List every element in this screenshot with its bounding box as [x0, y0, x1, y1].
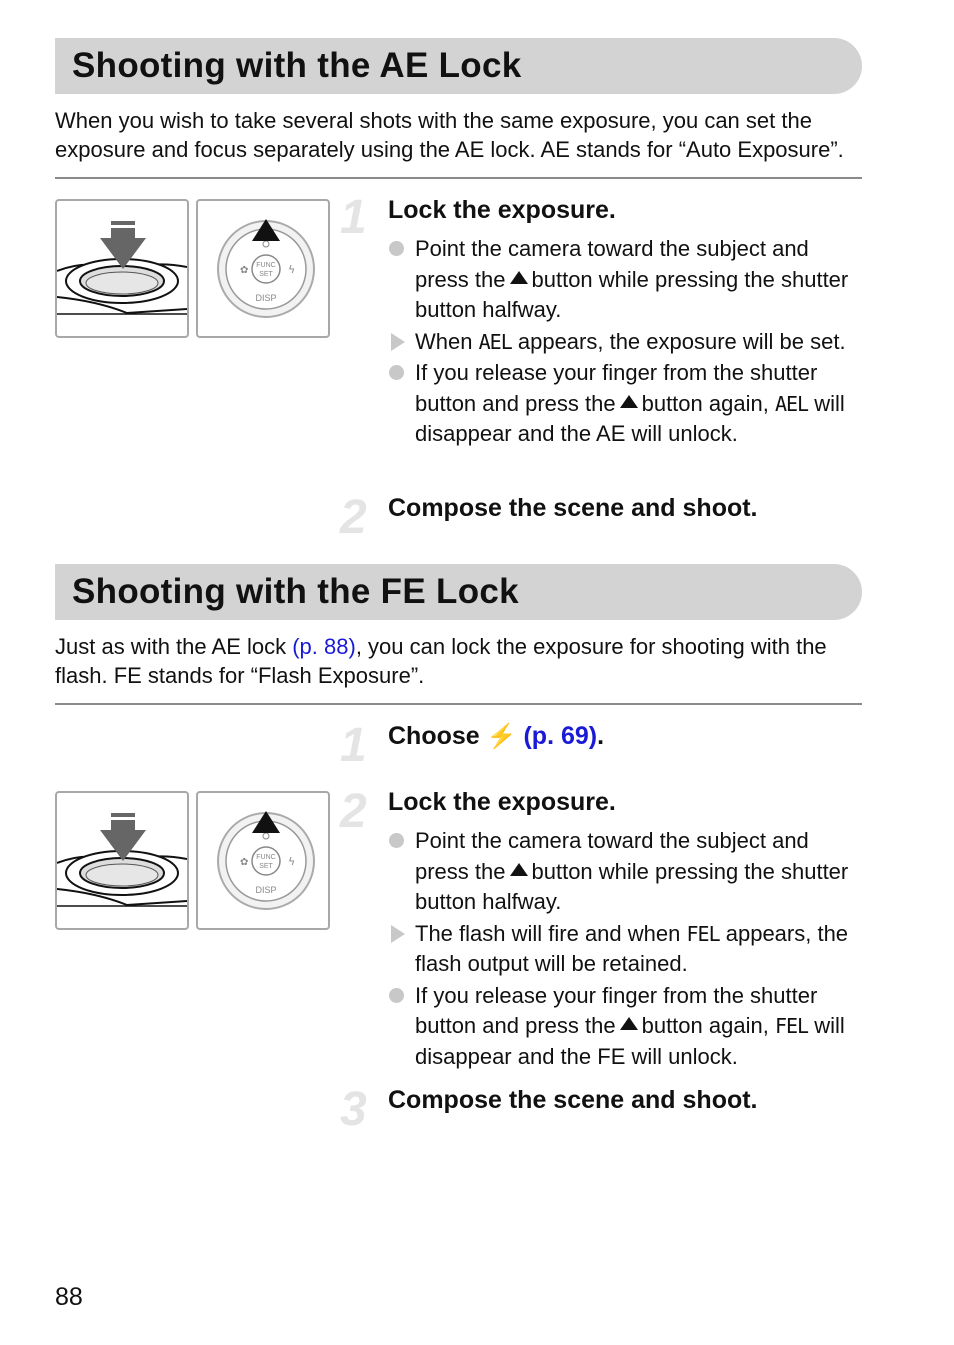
bullet-dot-icon — [389, 241, 404, 256]
ae-lock-icon: AEL — [478, 329, 512, 354]
step-heading: Lock the exposure. — [388, 788, 616, 816]
dial-func-label: FUNC — [256, 262, 276, 269]
svg-text:✿: ✿ — [240, 857, 249, 868]
page-link-88[interactable]: (p. 88) — [292, 634, 356, 659]
instruction-item: If you release your finger from the shutter button and press the button again, FEL will disappear and the FE will unlock. — [388, 981, 868, 1073]
result-arrow-icon — [391, 925, 405, 943]
intro-fe: Just as with the AE lock (p. 88), you can lock the exposure for shooting with the flash. FE stands for “Flash Exposure”. — [55, 634, 827, 688]
divider-ae — [55, 177, 862, 179]
instruction-item: If you release your finger from the shutter button and press the button again, AEL will disappear and the AE will unlock. — [388, 358, 868, 450]
step-heading: Compose the scene and shoot. — [388, 1086, 758, 1114]
shutter-button-illustration — [55, 791, 189, 930]
up-button-icon — [510, 863, 528, 876]
bullet-dot-icon — [389, 365, 404, 380]
fe-lock-icon: FEL — [686, 921, 720, 946]
page-number: 88 — [55, 1283, 83, 1311]
step-number: 1 — [340, 191, 367, 244]
step-heading: Lock the exposure. — [388, 196, 616, 224]
svg-text:✿: ✿ — [240, 265, 249, 276]
bullet-dot-icon — [389, 833, 404, 848]
svg-text:ϟ: ϟ — [288, 263, 296, 276]
step-heading: Choose ⚡ (p. 69). — [388, 722, 605, 750]
result-item: The flash will fire and when FEL appears, the flash output will be retained. — [388, 919, 868, 980]
step-instructions-fe — [388, 826, 868, 1073]
dial-set-label: SET — [259, 863, 273, 870]
divider-fe — [55, 703, 862, 705]
shutter-button-illustration — [55, 199, 189, 338]
instruction-item: Point the camera toward the subject and press the button while pressing the shutter button halfway. — [388, 826, 868, 918]
section-title-fe: Shooting with the FE Lock — [72, 572, 519, 611]
dial-disp-label: DISP — [255, 885, 277, 895]
step-instructions-ae — [388, 234, 868, 451]
step-heading: Compose the scene and shoot. — [388, 494, 758, 522]
section-banner-ae — [55, 38, 862, 94]
up-button-icon — [510, 271, 528, 284]
intro-ae: When you wish to take several shots with the same exposure, you can set the exposure and focus separately using the AE lock. AE stands for “Auto Exposure”. — [55, 108, 844, 162]
section-banner-fe — [55, 564, 862, 620]
section-title-ae: Shooting with the AE Lock — [72, 46, 522, 85]
shutter-press-icon — [57, 793, 187, 928]
ae-lock-icon: AEL — [774, 391, 809, 416]
shutter-press-icon — [57, 201, 187, 336]
up-button-icon — [620, 1017, 638, 1030]
control-dial-illustration — [196, 791, 330, 930]
result-arrow-icon — [391, 333, 405, 351]
fe-lock-icon: FEL — [774, 1014, 809, 1038]
flash-icon: ⚡ — [486, 723, 517, 750]
result-item: When AEL appears, the exposure will be set. — [388, 327, 868, 358]
step-number: 2 — [340, 491, 367, 544]
instruction-item: Point the camera toward the subject and press the button while pressing the shutter button halfway. — [388, 234, 868, 326]
page-link-69[interactable]: (p. 69) — [523, 722, 598, 750]
step-number: 2 — [340, 785, 367, 838]
control-dial-up-icon — [198, 793, 328, 928]
dial-set-label: SET — [259, 271, 273, 278]
up-button-icon — [620, 395, 638, 408]
control-dial-up-icon — [198, 201, 328, 336]
dial-disp-label: DISP — [255, 293, 277, 303]
step-number: 3 — [340, 1083, 367, 1136]
step-number: 1 — [340, 719, 367, 772]
bullet-dot-icon — [389, 988, 404, 1003]
dial-func-label: FUNC — [256, 854, 276, 861]
control-dial-illustration — [196, 199, 330, 338]
svg-text:ϟ: ϟ — [288, 855, 296, 868]
